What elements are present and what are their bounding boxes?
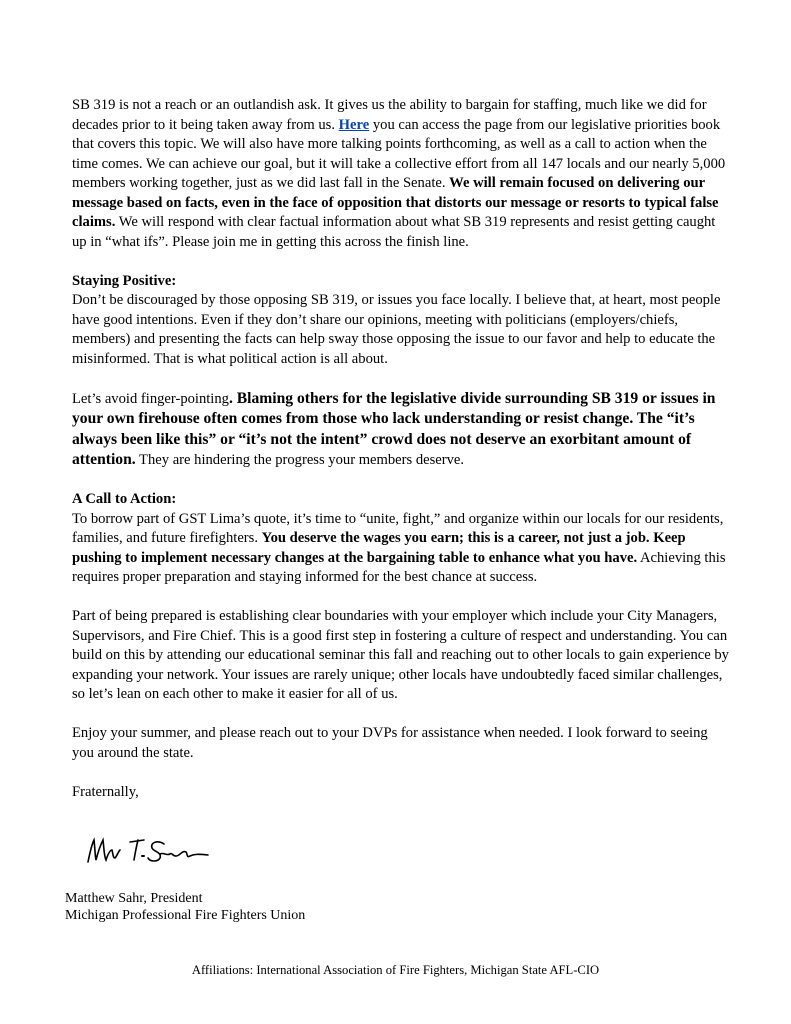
handwritten-signature xyxy=(86,834,210,868)
closing-salutation: Fraternally, xyxy=(72,783,139,800)
letter-body xyxy=(72,96,732,812)
paragraph-staying-positive: Don’t be discouraged by those opposing SB 319, or issues you face locally. I believe that, at heart, most people have good intentions. Even if they don’t share our opinions, meeting with politicians (employers/chiefs, members) and presenting the facts can help sway those opposing the issue to our favor and help to educate the misinformed. That is what political action is all about. xyxy=(72,292,721,367)
paragraph-call-to-action: To borrow part of GST Lima’s quote, it’s time to “unite, fight,” and organize within our locals for our residents, families, and future firefighters. You deserve the wages you earn; this is a career, not just a job. Keep pushing to implement necessary changes at the bargaining table to enhance what you have. Achieving this requires proper preparation and staying informed for the best chance at success. xyxy=(72,510,726,585)
signer-name: Matthew Sahr, President xyxy=(65,891,203,906)
staying-positive-heading: Staying Positive: xyxy=(72,272,177,289)
paragraph-enjoy-summer: Enjoy your summer, and please reach out to your DVPs for assistance when needed. I look forward to seeing you around the state. xyxy=(72,725,708,761)
paragraph-sb319: SB 319 is not a reach or an outlandish ask. It gives us the ability to bargain for staffing, much like we did for decades prior to it being taken away from us. Here you can access the page from our legislative priorities book that covers this topic. We will also have more talking points forthcoming, as well as a call to action when the time comes. We can achieve our goal, but it will take a collective effort from all 147 locals and our nearly 5,000 members working together, just as we did last fall in the Senate. We will remain focused on delivering our message based on facts, even in the face of opposition that distorts our message or resorts to typical false claims. We will respond with clear factual information about what SB 319 represents and resist getting caught up in “what ifs”. Please join me in getting this across the finish line. xyxy=(72,97,726,250)
affiliations-footer: Affiliations: International Association of Fire Fighters, Michigan State AFL-CIO xyxy=(191,963,600,977)
paragraph-prepared: Part of being prepared is establishing clear boundaries with your employer which include your City Managers, Supervisors, and Fire Chief. This is a good first step in fostering a culture of respect and understanding. You can build on this by attending our educational seminar this fall and reaching out to other locals to gain experience by expanding your network. Your issues are rarely unique; other locals have undoubtedly faced similar challenges, so let’s lean on each other to make it easier for all of us. xyxy=(72,608,729,702)
signature-block xyxy=(65,890,305,924)
signer-organization: Michigan Professional Fire Fighters Union xyxy=(65,908,306,923)
call-to-action-heading: A Call to Action: xyxy=(72,491,177,507)
here-link[interactable]: Here xyxy=(338,116,370,133)
paragraph-finger-pointing: Let’s avoid finger-pointing. Blaming others for the legislative divide surrounding SB 319 or issues in your own firehouse often comes from those who lack understanding or resist change. The “it’s always been like this” or “it’s not the intent” crowd does not deserve an exorbitant amount of attention. They are hindering the progress your members deserve. xyxy=(72,389,716,468)
